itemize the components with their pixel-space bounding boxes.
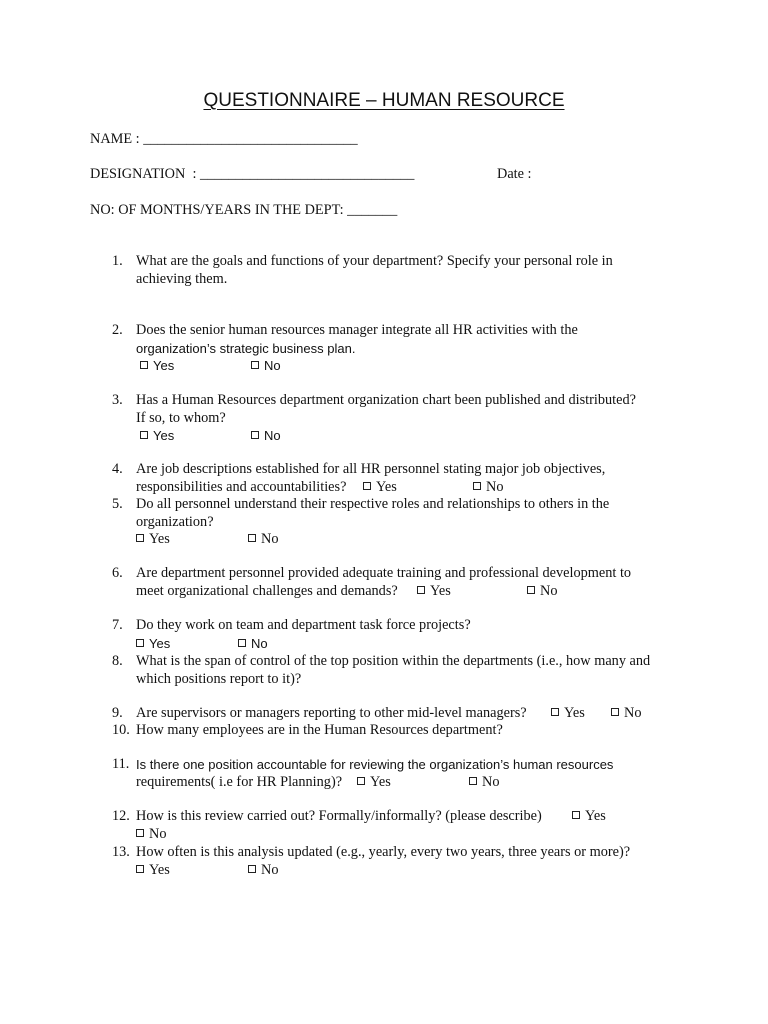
- checkbox-icon[interactable]: [136, 829, 144, 837]
- checkbox-icon[interactable]: [248, 534, 256, 542]
- question-text: Is there one position accountable for reviewing the organization’s human resources: [136, 757, 614, 772]
- question-text: Does the senior human resources manager integrate all HR activities with the: [136, 322, 578, 338]
- checkbox-icon[interactable]: [611, 708, 619, 716]
- no-option[interactable]: [136, 826, 166, 844]
- yes-option[interactable]: [136, 862, 170, 880]
- yes-label: Yes: [153, 358, 175, 373]
- no-label: No: [251, 635, 268, 651]
- no-label: No: [264, 358, 281, 373]
- question-text: responsibilities and accountabilities?: [136, 478, 347, 495]
- question-text: meet organizational challenges and demands?: [136, 582, 398, 599]
- no-option[interactable]: [248, 862, 278, 880]
- question-text: Are department personnel provided adequate training and professional development to: [136, 565, 632, 581]
- question-text: achieving them.: [136, 270, 228, 287]
- checkbox-icon[interactable]: [357, 777, 365, 785]
- checkbox-icon[interactable]: [527, 586, 535, 594]
- yes-option[interactable]: [136, 531, 170, 549]
- yes-label: Yes: [153, 428, 175, 443]
- question-10: [112, 722, 682, 740]
- question-1: [112, 253, 682, 288]
- question-number: 12.: [112, 808, 130, 824]
- no-label: No: [149, 825, 167, 842]
- checkbox-icon[interactable]: [572, 811, 580, 819]
- yes-option[interactable]: [140, 427, 174, 445]
- question-7: [112, 617, 682, 652]
- question-13: [112, 844, 682, 879]
- yes-option[interactable]: [551, 705, 585, 723]
- question-text: How many employees are in the Human Resources department?: [136, 722, 503, 738]
- question-number: 1.: [112, 253, 123, 269]
- question-number: 7.: [112, 617, 123, 633]
- question-text: Has a Human Resources department organization chart been published and distributed?: [136, 392, 636, 408]
- checkbox-icon[interactable]: [238, 639, 246, 647]
- yes-option[interactable]: [363, 479, 397, 497]
- no-option[interactable]: [527, 583, 557, 601]
- question-text: How is this review carried out? Formally/informally? (please describe): [136, 808, 542, 824]
- question-text: If so, to whom?: [136, 409, 226, 426]
- designation-field: DESIGNATION : ______________________________: [90, 166, 415, 182]
- no-label: No: [264, 428, 281, 443]
- months-in-dept-field: NO: OF MONTHS/YEARS IN THE DEPT: _______: [90, 202, 398, 218]
- page-title: QUESTIONNAIRE – HUMAN RESOURCE: [203, 90, 565, 111]
- question-8: [112, 653, 682, 688]
- checkbox-icon[interactable]: [140, 361, 148, 369]
- no-label: No: [261, 531, 279, 547]
- yes-option[interactable]: [417, 583, 451, 601]
- checkbox-icon[interactable]: [136, 639, 144, 647]
- checkbox-icon[interactable]: [136, 534, 144, 542]
- no-label: No: [540, 582, 558, 599]
- yes-label: Yes: [149, 861, 170, 878]
- checkbox-icon[interactable]: [140, 431, 148, 439]
- question-number: 6.: [112, 565, 123, 581]
- question-3: [112, 392, 682, 445]
- no-label: No: [482, 773, 500, 790]
- question-text: organization?: [136, 513, 214, 530]
- question-text: What is the span of control of the top position within the departments (i.e., how many and: [136, 653, 651, 669]
- checkbox-icon[interactable]: [469, 777, 477, 785]
- question-number: 13.: [112, 844, 130, 860]
- question-number: 10.: [112, 722, 130, 738]
- checkbox-icon[interactable]: [363, 482, 371, 490]
- no-option[interactable]: [251, 427, 281, 445]
- yes-label: Yes: [149, 531, 170, 547]
- yes-option[interactable]: [357, 774, 391, 792]
- no-option[interactable]: [238, 635, 268, 653]
- question-4: [112, 461, 682, 496]
- yes-label: Yes: [149, 635, 171, 651]
- question-5: [112, 496, 682, 549]
- date-field: Date :: [497, 166, 532, 182]
- yes-label: Yes: [564, 705, 585, 721]
- checkbox-icon[interactable]: [248, 865, 256, 873]
- question-12: [112, 808, 682, 843]
- question-number: 2.: [112, 322, 123, 338]
- question-6: [112, 565, 682, 600]
- question-text: How often is this analysis updated (e.g., yearly, every two years, three years or more)?: [136, 844, 631, 860]
- no-option[interactable]: [469, 774, 499, 792]
- checkbox-icon[interactable]: [473, 482, 481, 490]
- question-number: 9.: [112, 705, 123, 721]
- yes-label: Yes: [370, 773, 391, 790]
- yes-option[interactable]: [572, 808, 606, 826]
- question-number: 8.: [112, 653, 123, 669]
- question-text: organization’s strategic business plan.: [136, 340, 356, 356]
- no-option[interactable]: [251, 357, 281, 375]
- checkbox-icon[interactable]: [251, 431, 259, 439]
- question-text: Are job descriptions established for all HR personnel stating major job objectives,: [136, 461, 606, 477]
- checkbox-icon[interactable]: [251, 361, 259, 369]
- question-text: Do all personnel understand their respective roles and relationships to others in the: [136, 496, 610, 512]
- checkbox-icon[interactable]: [136, 865, 144, 873]
- yes-label: Yes: [376, 478, 397, 495]
- question-text: What are the goals and functions of your department? Specify your personal role in: [136, 253, 613, 269]
- yes-label: Yes: [430, 582, 451, 599]
- no-option[interactable]: [611, 705, 641, 723]
- no-option[interactable]: [248, 531, 278, 549]
- question-text: requirements( i.e for HR Planning)?: [136, 773, 343, 790]
- question-text: Are supervisors or managers reporting to other mid-level managers?: [136, 705, 527, 721]
- question-number: 11.: [112, 756, 130, 772]
- no-label: No: [486, 478, 504, 495]
- checkbox-icon[interactable]: [551, 708, 559, 716]
- question-9: [112, 705, 682, 723]
- no-label: No: [261, 861, 279, 878]
- question-number: 3.: [112, 392, 123, 408]
- question-number: 4.: [112, 461, 123, 477]
- checkbox-icon[interactable]: [417, 586, 425, 594]
- no-option[interactable]: [473, 479, 503, 497]
- question-2: [112, 322, 682, 375]
- question-11: [112, 756, 682, 791]
- name-field: NAME : ______________________________: [90, 131, 358, 147]
- yes-label: Yes: [585, 808, 606, 824]
- question-number: 5.: [112, 496, 123, 512]
- question-text: Do they work on team and department task force projects?: [136, 617, 471, 633]
- no-label: No: [624, 705, 642, 721]
- question-text: which positions report to it)?: [136, 670, 302, 687]
- yes-option[interactable]: [140, 357, 174, 375]
- yes-option[interactable]: [136, 635, 170, 653]
